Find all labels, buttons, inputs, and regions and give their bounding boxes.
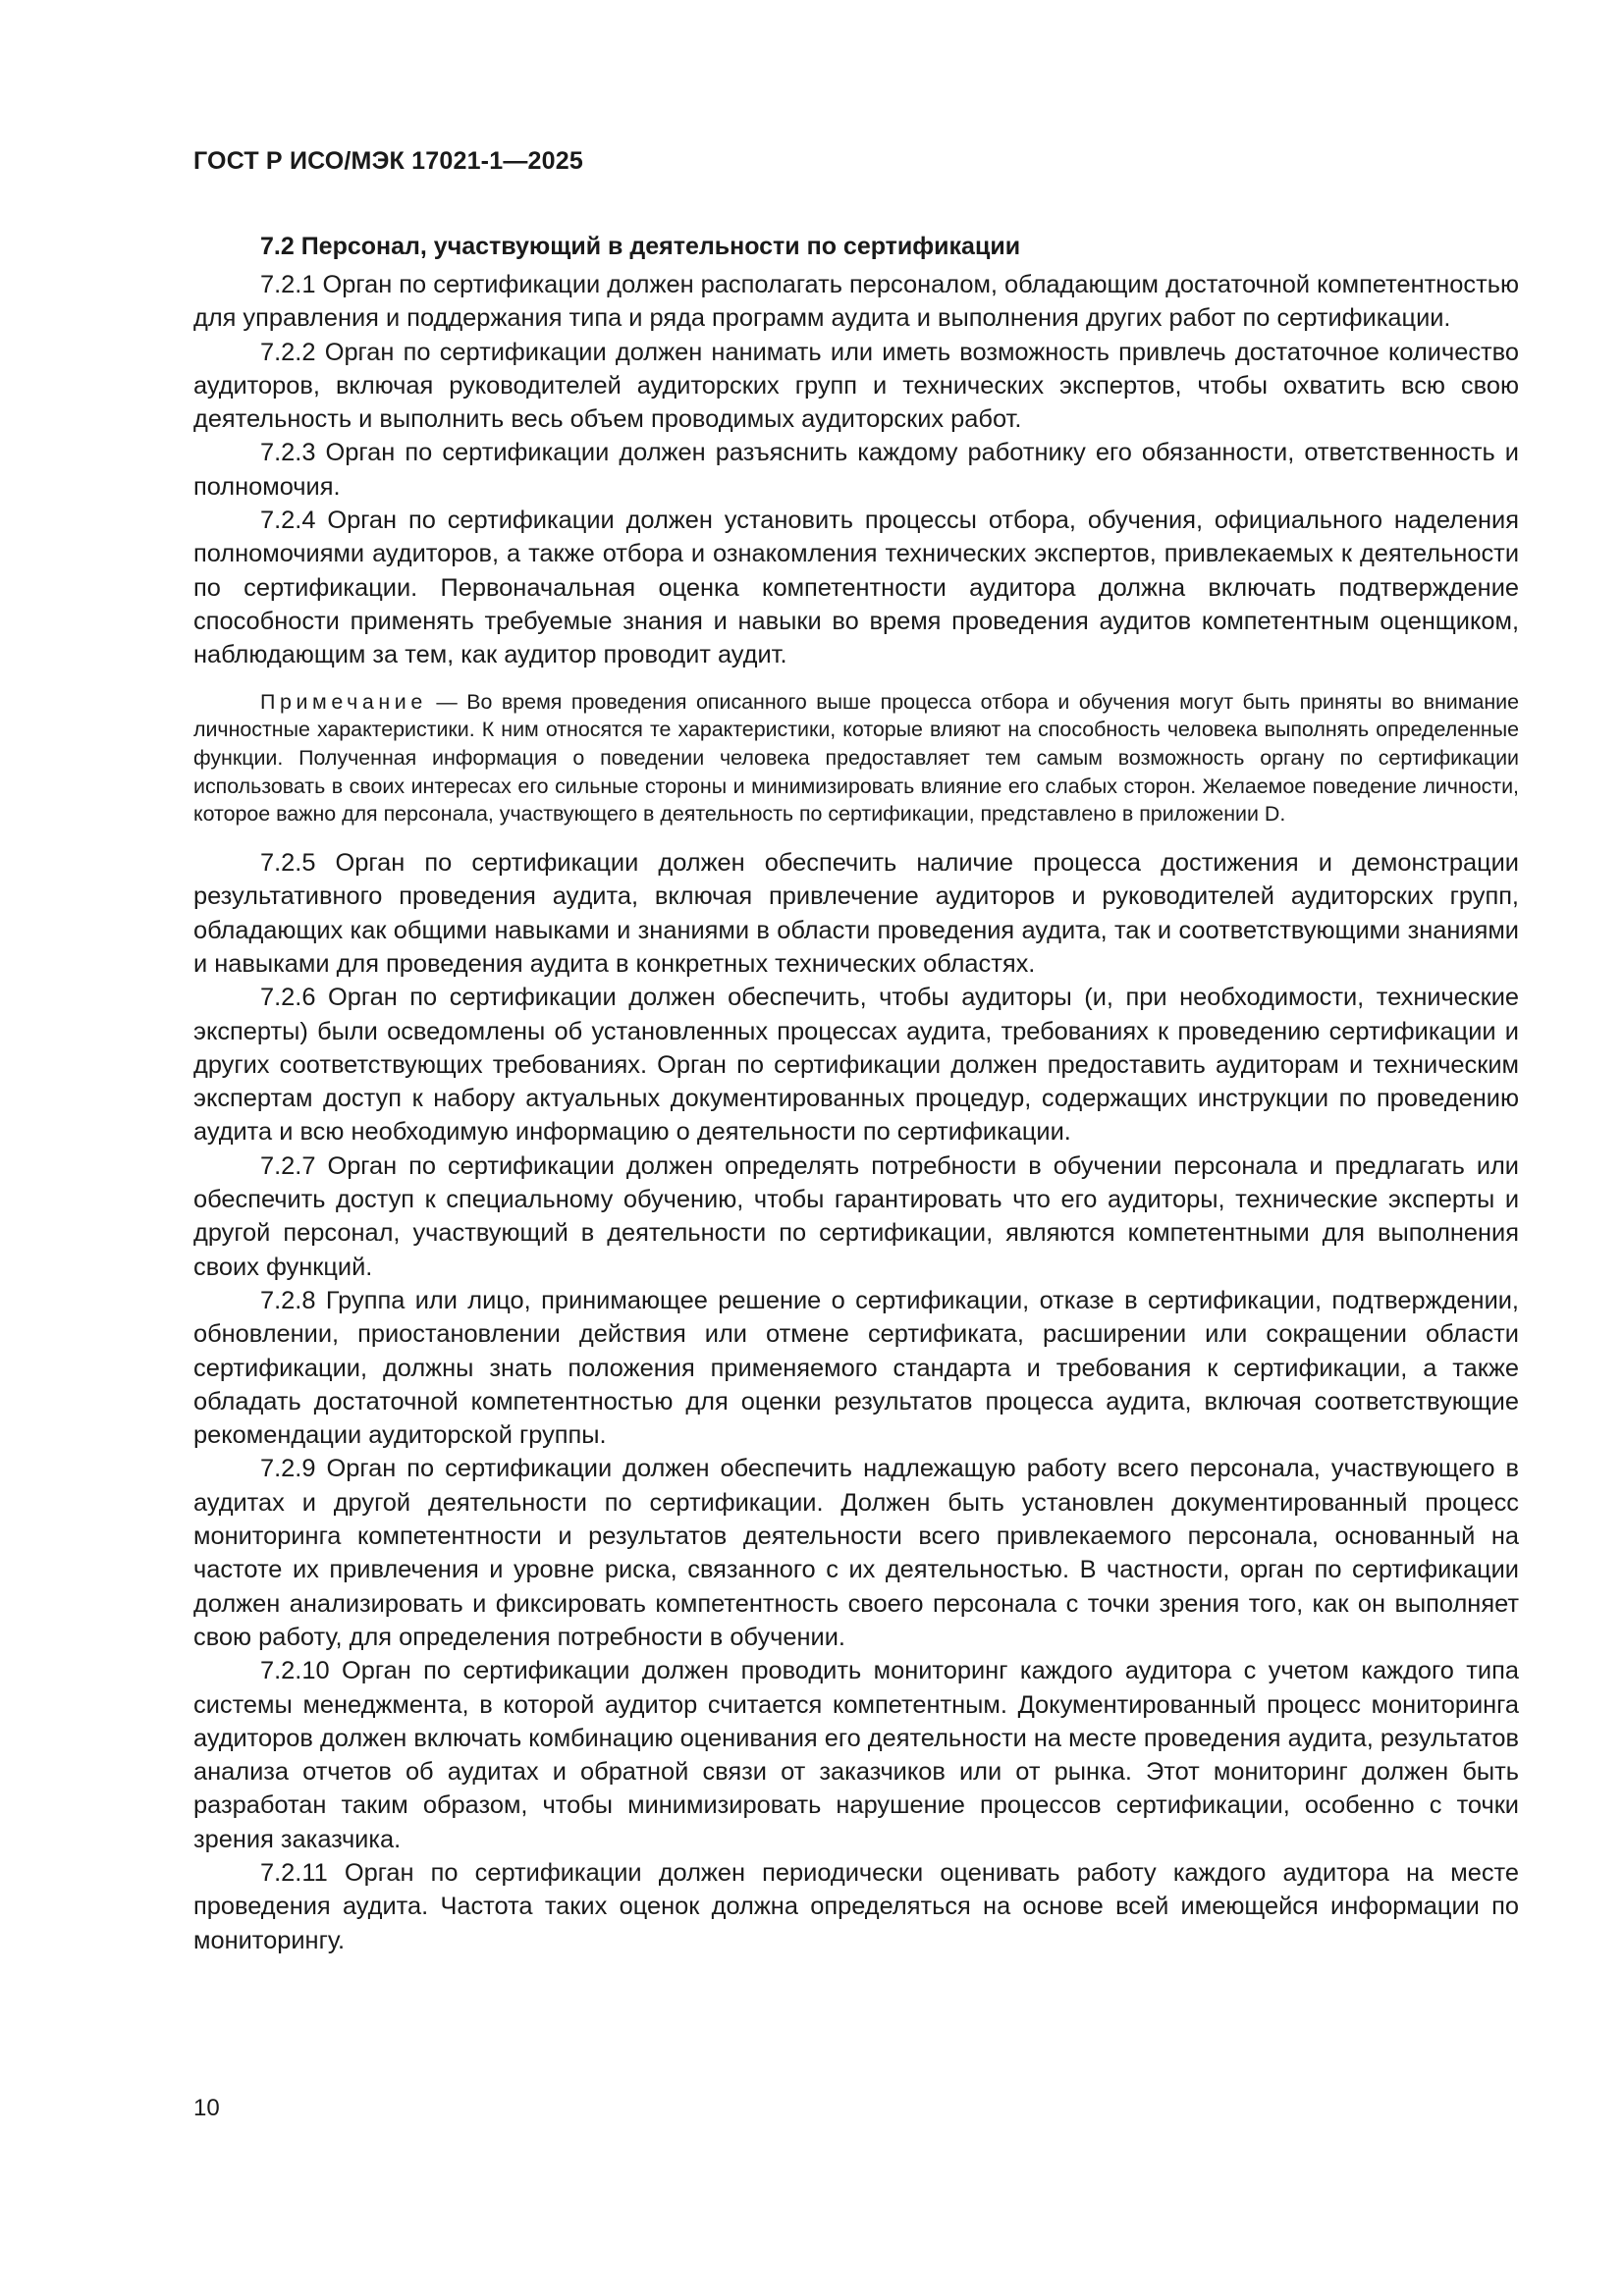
- page-number: 10: [193, 2095, 220, 2121]
- clause-7-2-2: 7.2.2 Орган по сертификации должен нанимать или иметь возможность привлечь достаточное количество аудиторов, включая руководителей аудиторских групп и технических экспертов, чтобы охватить всю свою деятельность и выполнить весь объем проводимых аудиторских работ.: [193, 338, 1519, 434]
- clause-7-2-10: 7.2.10 Орган по сертификации должен проводить мониторинг каждого аудитора с учетом каждого типа системы менеджмента, в которой аудитор считается компетентным. Документированный процесс мониторинга аудиторов должен включать комбинацию оценивания его деятельности на месте проведения аудита, результатов анализа отчетов об аудитах и обратной связи от заказчиков или от рынка. Этот мониторинг должен быть разработан таким образом, чтобы минимизировать нарушение процессов сертификации, особенно с точки зрения заказчика.: [193, 1657, 1519, 1853]
- section-title: 7.2 Персонал, участвующий в деятельности по сертификации: [260, 233, 1021, 260]
- clause-7-2-8: 7.2.8 Группа или лицо, принимающее решение о сертификации, отказе в сертификации, подтверждении, обновлении, приостановлении действия или отмене сертификата, расширении или сокращении области сертификации, должны знать положения применяемого стандарта и требования к сертификации, а также обладать достаточной компетентностью для оценки результатов процесса аудита, включая соответствующие рекомендации аудиторской группы.: [193, 1286, 1519, 1450]
- clause-7-2-6: 7.2.6 Орган по сертификации должен обеспечить, чтобы аудиторы (и, при необходимости, технические эксперты) были осведомлены об установленных процессах аудита, требованиях к проведению сертификации и других соответствующих требованиях. Орган по сертификации должен предоставить аудиторам и техническим экспертам доступ к набору актуальных документированных процедур, содержащих инструкции по проведению аудита и всю необходимую информацию о деятельности по сертификации.: [193, 984, 1519, 1147]
- clause-7-2-5: 7.2.5 Орган по сертификации должен обеспечить наличие процесса достижения и демонстрации результативного проведения аудита, включая привлечение аудиторов и руководителей аудиторских групп, обладающих как общими навыками и знаниями в области проведения аудита, так и соответствующими знаниями и навыками для проведения аудита в конкретных технических областях.: [193, 849, 1519, 978]
- note-label: Примечание: [260, 689, 427, 714]
- clause-7-2-9: 7.2.9 Орган по сертификации должен обеспечить надлежащую работу всего персонала, участвующего в аудитах и другой деятельности по сертификации. Должен быть установлен документированный процесс мониторинга компетентности и результатов деятельности всего привлекаемого персонала, основанный на частоте их привлечения и уровне риска, связанного с их деятельностью. В частности, орган по сертификации должен анализировать и фиксировать компетентность своего персонала с точки зрения того, как он выполняет свою работу, для определения потребности в обучении.: [193, 1455, 1519, 1651]
- note-block: [193, 688, 1519, 829]
- note-dash: —: [426, 689, 467, 714]
- running-header-standard-code: ГОСТ Р ИСО/МЭК 17021-1—2025: [193, 147, 583, 175]
- page-content: [193, 232, 1519, 1957]
- clause-7-2-7: 7.2.7 Орган по сертификации должен определять потребности в обучении персонала и предлагать или обеспечить доступ к специальному обучению, чтобы гарантировать что его аудиторы, технические эксперты и другой персонал, участвующий в деятельности по сертификации, являются компетентными для выполнения своих функций.: [193, 1151, 1519, 1281]
- clause-7-2-1: 7.2.1 Орган по сертификации должен располагать персоналом, обладающим достаточной компетентностью для управления и поддержания типа и ряда программ аудита и выполнения других работ по сертификации.: [193, 271, 1519, 333]
- clause-7-2-3: 7.2.3 Орган по сертификации должен разъяснить каждому работнику его обязанности, ответственность и полномочия.: [193, 439, 1519, 501]
- clause-7-2-4: 7.2.4 Орган по сертификации должен установить процессы отбора, обучения, официального наделения полномочиями аудиторов, а также отбора и ознакомления технических экспертов, привлекаемых к деятельности по сертификации. Первоначальная оценка компетентности аудитора должна включать подтверждение способности применять требуемые знания и навыки во время проведения аудитов компетентным оценщиком, наблюдающим за тем, как аудитор проводит аудит.: [193, 507, 1519, 669]
- note-text: Во время проведения описанного выше процесса отбора и обучения могут быть приняты во внимание личностные характеристики. К ним относятся те характеристики, которые влияют на способность человека выполнять определенные функции. Полученная информация о поведении человека предоставляет тем самым возможность органу по сертификации использовать в своих интересах его сильные стороны и минимизировать влияние его слабых сторон. Желаемое поведение личности, которое важно для персонала, участвующего в деятельность по сертификации, представлено в приложении D.: [193, 689, 1519, 827]
- clause-7-2-11: 7.2.11 Орган по сертификации должен периодически оценивать работу каждого аудитора на месте проведения аудита. Частота таких оценок должна определяться на основе всей имеющейся информации по мониторингу.: [193, 1858, 1519, 1954]
